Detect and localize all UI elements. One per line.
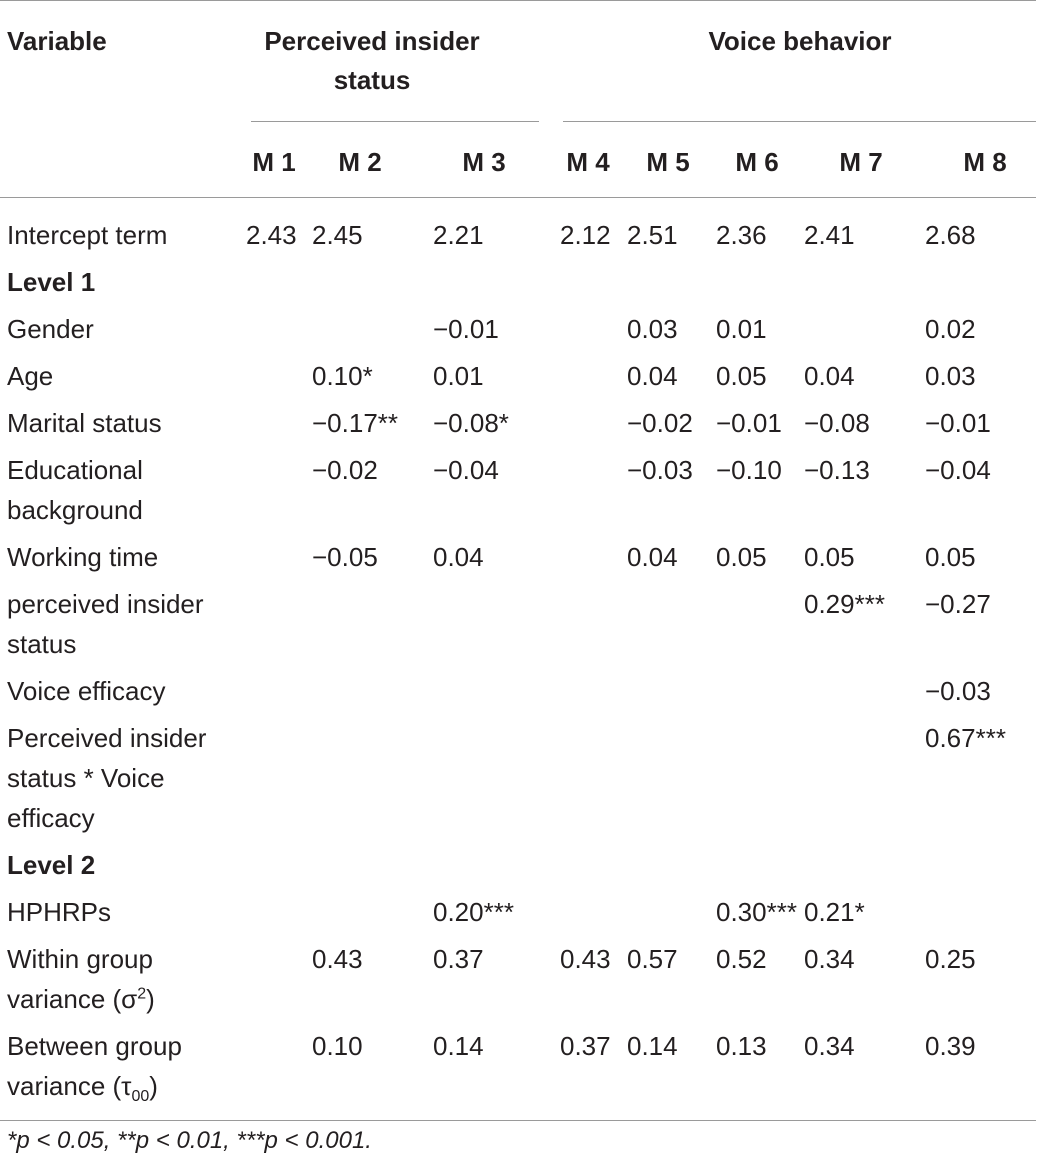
cell-within-m8: 0.25 bbox=[925, 944, 976, 974]
cell-between-m4: 0.37 bbox=[560, 1031, 611, 1061]
cell-marital-m8: −0.01 bbox=[925, 408, 991, 438]
row-label-age: Age bbox=[7, 361, 54, 391]
cell-intercept-m1: 2.43 bbox=[246, 220, 297, 250]
cell-age-m7: 0.04 bbox=[804, 361, 855, 391]
row-label-educational-background: Educational background bbox=[7, 455, 143, 525]
table-footnote: *p < 0.05, **p < 0.01, ***p < 0.001. bbox=[7, 1127, 372, 1154]
cell-education-m6: −0.10 bbox=[716, 455, 782, 485]
row-label-working-time: Working time bbox=[7, 542, 159, 572]
cell-marital-m5: −0.02 bbox=[627, 408, 693, 438]
cell-pis-m8: −0.27 bbox=[925, 589, 991, 619]
cell-within-m5: 0.57 bbox=[627, 944, 678, 974]
header-m4: M 4 bbox=[566, 147, 610, 177]
cell-marital-m3: −0.08* bbox=[433, 408, 509, 438]
cell-working-m2: −0.05 bbox=[312, 542, 378, 572]
cell-hphrps-m3: 0.20*** bbox=[433, 897, 514, 927]
cell-intercept-m7: 2.41 bbox=[804, 220, 855, 250]
header-m1: M 1 bbox=[252, 147, 296, 177]
cell-between-m3: 0.14 bbox=[433, 1031, 484, 1061]
row-label-level1: Level 1 bbox=[7, 267, 96, 297]
cell-working-m5: 0.04 bbox=[627, 542, 678, 572]
row-label-marital-status: Marital status bbox=[7, 408, 162, 438]
header-variable: Variable bbox=[7, 26, 107, 56]
header-bottom-rule bbox=[0, 197, 1036, 198]
cell-education-m7: −0.13 bbox=[804, 455, 870, 485]
header-m2: M 2 bbox=[338, 147, 382, 177]
table-bottom-rule bbox=[0, 1120, 1036, 1121]
top-rule bbox=[0, 0, 1036, 1]
cell-intercept-m5: 2.51 bbox=[627, 220, 678, 250]
group2-underline bbox=[563, 121, 1036, 122]
header-m6: M 6 bbox=[735, 147, 779, 177]
header-m8: M 8 bbox=[963, 147, 1007, 177]
header-perceived-insider-status: Perceived insider status bbox=[264, 26, 480, 95]
cell-marital-m7: −0.08 bbox=[804, 408, 870, 438]
cell-age-m6: 0.05 bbox=[716, 361, 767, 391]
cell-within-m6: 0.52 bbox=[716, 944, 767, 974]
row-label-between-group-variance: Between group variance $(\tau_{00})$ bbox=[7, 1031, 182, 1106]
row-label-perceived-insider-status: perceived insider status bbox=[7, 589, 204, 659]
cell-working-m6: 0.05 bbox=[716, 542, 767, 572]
row-label-voice-efficacy: Voice efficacy bbox=[7, 676, 166, 706]
cell-intercept-m3: 2.21 bbox=[433, 220, 484, 250]
cell-age-m5: 0.04 bbox=[627, 361, 678, 391]
cell-intercept-m8: 2.68 bbox=[925, 220, 976, 250]
header-m3: M 3 bbox=[462, 147, 506, 177]
cell-gender-m5: 0.03 bbox=[627, 314, 678, 344]
cell-between-m8: 0.39 bbox=[925, 1031, 976, 1061]
cell-education-m5: −0.03 bbox=[627, 455, 693, 485]
cell-hphrps-m6: 0.30*** bbox=[716, 897, 797, 927]
cell-working-m3: 0.04 bbox=[433, 542, 484, 572]
cell-education-m8: −0.04 bbox=[925, 455, 991, 485]
cell-age-m3: 0.01 bbox=[433, 361, 484, 391]
cell-efficacy-m8: −0.03 bbox=[925, 676, 991, 706]
cell-marital-m2: −0.17** bbox=[312, 408, 399, 438]
cell-between-m7: 0.34 bbox=[804, 1031, 855, 1061]
group1-underline bbox=[251, 121, 539, 122]
cell-within-m3: 0.37 bbox=[433, 944, 484, 974]
cell-intercept-m6: 2.36 bbox=[716, 220, 767, 250]
row-label-level2: Level 2 bbox=[7, 850, 96, 880]
header-m5: M 5 bbox=[646, 147, 690, 177]
cell-between-m2: 0.10 bbox=[312, 1031, 363, 1061]
cell-within-m7: 0.34 bbox=[804, 944, 855, 974]
row-label-intercept: Intercept term bbox=[7, 220, 168, 250]
cell-intercept-m2: 2.45 bbox=[312, 220, 363, 250]
row-label-interaction: Perceived insider status * Voice efficacy bbox=[7, 723, 207, 833]
row-label-hphrps: HPHRPs bbox=[7, 897, 112, 927]
cell-interaction-m8: 0.67*** bbox=[925, 723, 1006, 753]
cell-education-m3: −0.04 bbox=[433, 455, 499, 485]
cell-within-m2: 0.43 bbox=[312, 944, 363, 974]
cell-working-m8: 0.05 bbox=[925, 542, 976, 572]
cell-intercept-m4: 2.12 bbox=[560, 220, 611, 250]
cell-gender-m6: 0.01 bbox=[716, 314, 767, 344]
cell-hphrps-m7: 0.21* bbox=[804, 897, 865, 927]
cell-working-m7: 0.05 bbox=[804, 542, 855, 572]
cell-gender-m3: −0.01 bbox=[433, 314, 499, 344]
cell-within-m4: 0.43 bbox=[560, 944, 611, 974]
cell-age-m8: 0.03 bbox=[925, 361, 976, 391]
cell-marital-m6: −0.01 bbox=[716, 408, 782, 438]
row-label-gender: Gender bbox=[7, 314, 94, 344]
cell-education-m2: −0.02 bbox=[312, 455, 378, 485]
row-label-within-group-variance: Within group variance $(\sigma^2)$ bbox=[7, 944, 155, 1014]
header-m7: M 7 bbox=[839, 147, 883, 177]
cell-gender-m8: 0.02 bbox=[925, 314, 976, 344]
cell-between-m5: 0.14 bbox=[627, 1031, 678, 1061]
header-voice-behavior: Voice behavior bbox=[708, 26, 892, 56]
cell-between-m6: 0.13 bbox=[716, 1031, 767, 1061]
cell-age-m2: 0.10* bbox=[312, 361, 373, 391]
cell-pis-m7: 0.29*** bbox=[804, 589, 885, 619]
